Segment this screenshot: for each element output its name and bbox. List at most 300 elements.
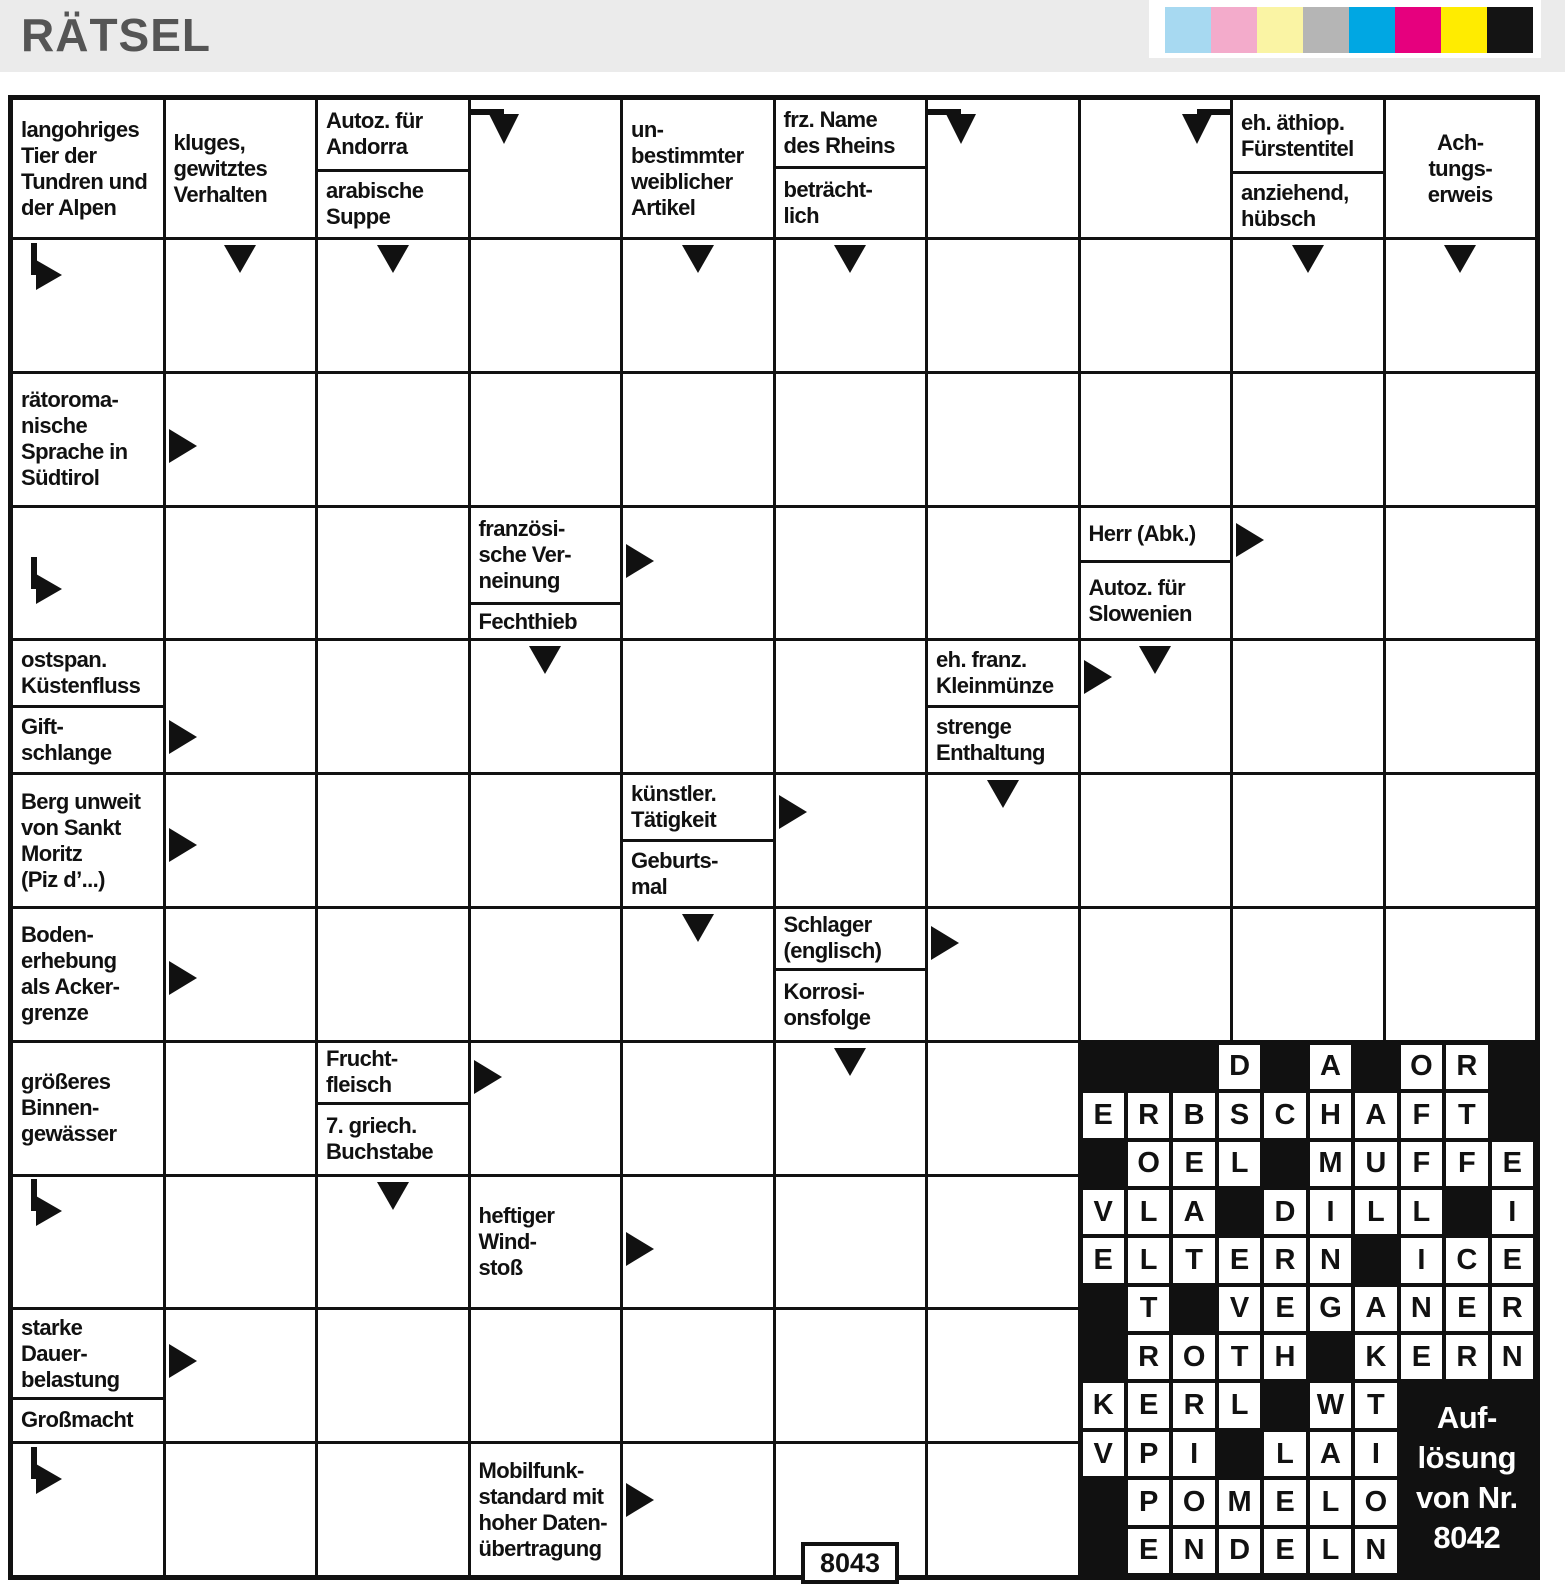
clue-line: sche Ver- xyxy=(478,541,571,567)
clue-line: erweis xyxy=(1427,181,1493,207)
clue-line: frz. Name xyxy=(783,106,878,132)
solution-letter-cell: W xyxy=(1308,1381,1353,1429)
clue-line: der Alpen xyxy=(21,194,117,220)
answer-cell-r2c7[interactable] xyxy=(928,240,1078,371)
clue-text xyxy=(623,839,773,906)
solution-letter-cell: O xyxy=(1399,1043,1444,1091)
arrow-bend-right-icon xyxy=(31,557,71,607)
clue-text xyxy=(928,705,1078,772)
clue-line: Slowenien xyxy=(1088,600,1192,626)
answer-cell-r6c7[interactable] xyxy=(928,775,1078,906)
solution-letter-cell: E xyxy=(1126,1381,1171,1429)
clue-line: Mobilfunk- xyxy=(478,1457,584,1483)
clue-line: Autoz. für xyxy=(1088,574,1186,600)
clue-line: langohriges xyxy=(21,116,140,142)
solution-letter-cell: F xyxy=(1444,1140,1489,1188)
clue-line: bestimmter xyxy=(631,142,744,168)
answer-cell-r2c6[interactable] xyxy=(776,240,926,371)
answer-cell-r5c9[interactable] xyxy=(1233,641,1383,772)
arrow-right-icon xyxy=(931,926,959,960)
solution-letter-cell: D xyxy=(1262,1188,1307,1236)
solution-letter-cell: R xyxy=(1444,1333,1489,1381)
clue-line: Ach- xyxy=(1437,129,1484,155)
solution-letter-cell: T xyxy=(1126,1285,1171,1333)
answer-cell-r3c3[interactable] xyxy=(318,374,468,505)
answer-cell-r5c3[interactable] xyxy=(318,641,468,772)
print-color-bar xyxy=(1165,7,1533,53)
answer-cell-r11c3[interactable] xyxy=(318,1444,468,1575)
solution-letter-cell: O xyxy=(1353,1478,1398,1526)
solution-letter-cell: K xyxy=(1353,1333,1398,1381)
answer-cell-r5c10[interactable] xyxy=(1386,641,1536,772)
solution-letter-cell: G xyxy=(1308,1285,1353,1333)
clue-line: un- xyxy=(631,116,664,142)
solution-letter-cell: E xyxy=(1490,1236,1535,1284)
answer-cell-r3c2[interactable] xyxy=(166,374,316,505)
arrow-right-icon xyxy=(169,720,197,754)
arrow-down-icon xyxy=(1292,245,1324,273)
answer-cell-r1c8[interactable] xyxy=(1081,100,1231,237)
solution-letter-cell: O xyxy=(1126,1140,1171,1188)
solution-letter-cell: R xyxy=(1444,1043,1489,1091)
solution-grid xyxy=(1081,1043,1536,1575)
answer-cell-r10c2[interactable] xyxy=(166,1310,316,1441)
bend-down-right-icon xyxy=(1180,109,1230,161)
arrow-right-icon xyxy=(169,828,197,862)
solution-letter-cell: E xyxy=(1081,1236,1126,1284)
arrow-down-icon xyxy=(377,1182,409,1210)
solution-letter-cell: R xyxy=(1490,1285,1535,1333)
arrow-down-icon xyxy=(1444,245,1476,273)
arrow-down-icon xyxy=(377,245,409,273)
solution-letter-cell: T xyxy=(1171,1236,1216,1284)
color-swatch-magenta xyxy=(1395,7,1441,53)
clue-line: Fechthieb xyxy=(478,608,577,634)
answer-cell-r6c2[interactable] xyxy=(166,775,316,906)
answer-cell-r6c3[interactable] xyxy=(318,775,468,906)
solution-letter-cell: A xyxy=(1171,1188,1216,1236)
answer-cell-r9c7[interactable] xyxy=(928,1177,1078,1308)
answer-cell-r3c7[interactable] xyxy=(928,374,1078,505)
clue-text xyxy=(13,705,163,772)
arrow-bend-right-icon xyxy=(31,243,71,293)
clue-line: Verhalten xyxy=(173,181,268,207)
clue-cell-r8c3 xyxy=(318,1043,468,1174)
answer-cell-r5c8[interactable] xyxy=(1081,641,1231,772)
answer-cell-r9c1[interactable] xyxy=(13,1177,163,1308)
solution-note-line: lösung xyxy=(1417,1440,1517,1476)
clue-cell-r6c1 xyxy=(13,775,163,906)
answer-cell-r7c10[interactable] xyxy=(1386,909,1536,1040)
color-swatch-black xyxy=(1487,7,1533,53)
header-bar xyxy=(0,0,1565,72)
color-swatch-gray xyxy=(1303,7,1349,53)
clue-text xyxy=(13,909,163,1040)
solution-letter-cell: N xyxy=(1308,1236,1353,1284)
color-swatch-light-cyan xyxy=(1165,7,1211,53)
solution-letter-cell: M xyxy=(1217,1478,1262,1526)
answer-cell-r3c8[interactable] xyxy=(1081,374,1231,505)
solution-letter-cell: C xyxy=(1444,1236,1489,1284)
answer-cell-r4c6[interactable] xyxy=(776,508,926,639)
clue-cell-r10c1 xyxy=(13,1310,163,1441)
solution-letter-cell: F xyxy=(1399,1140,1444,1188)
arrow-down-icon xyxy=(1139,646,1171,674)
arrow-right-icon xyxy=(626,1232,654,1266)
answer-cell-r10c5[interactable] xyxy=(623,1310,773,1441)
clue-text xyxy=(13,641,163,705)
solution-letter-cell: L xyxy=(1308,1478,1353,1526)
clue-line: Binnen- xyxy=(21,1095,99,1121)
solution-letter-cell: A xyxy=(1353,1091,1398,1139)
clue-line: Suppe xyxy=(326,204,391,230)
solution-letter-cell: O xyxy=(1171,1333,1216,1381)
clue-text xyxy=(318,169,468,238)
answer-cell-r2c10[interactable] xyxy=(1386,240,1536,371)
solution-letter-cell: A xyxy=(1308,1430,1353,1478)
solution-letter-cell: E xyxy=(1444,1285,1489,1333)
solution-letter-cell: E xyxy=(1171,1140,1216,1188)
solution-letter-cell: H xyxy=(1262,1333,1307,1381)
clue-line: hoher Daten- xyxy=(478,1509,607,1535)
clue-line: Dauer- xyxy=(21,1340,88,1366)
arrow-bend-right-icon xyxy=(31,1447,71,1497)
arrow-bend-right-icon xyxy=(31,1179,71,1229)
answer-cell-r6c6[interactable] xyxy=(776,775,926,906)
clue-text xyxy=(13,775,163,906)
clue-text xyxy=(166,100,316,237)
clue-text xyxy=(471,1177,621,1308)
clue-text xyxy=(928,641,1078,705)
answer-cell-r1c7[interactable] xyxy=(928,100,1078,237)
solution-letter-cell: T xyxy=(1217,1333,1262,1381)
solution-letter-cell: L xyxy=(1399,1188,1444,1236)
answer-cell-r4c7[interactable] xyxy=(928,508,1078,639)
clue-line: stoß xyxy=(478,1254,523,1280)
answer-cell-r2c1[interactable] xyxy=(13,240,163,371)
solution-letter-cell: F xyxy=(1399,1091,1444,1139)
clue-cell-r4c4 xyxy=(471,508,621,639)
clue-line: anziehend, xyxy=(1241,179,1349,205)
clue-cell-r7c1 xyxy=(13,909,163,1040)
solution-letter-cell: L xyxy=(1353,1188,1398,1236)
answer-cell-r7c5[interactable] xyxy=(623,909,773,1040)
clue-line: des Rheins xyxy=(783,132,895,158)
clue-cell-r4c8 xyxy=(1081,508,1231,639)
solution-letter-cell: S xyxy=(1217,1091,1262,1139)
answer-cell-r9c3[interactable] xyxy=(318,1177,468,1308)
answer-cell-r11c1[interactable] xyxy=(13,1444,163,1575)
arrow-right-icon xyxy=(626,1483,654,1517)
clue-text xyxy=(1233,171,1383,237)
clue-line: schlange xyxy=(21,740,112,766)
clue-line: grenze xyxy=(21,1000,89,1026)
solution-letter-cell: E xyxy=(1081,1091,1126,1139)
clue-text xyxy=(13,1397,163,1441)
arrow-head xyxy=(36,1464,62,1494)
clue-line: rätoroma- xyxy=(21,387,119,413)
clue-line: Enthaltung xyxy=(936,740,1045,766)
solution-letter-cell: V xyxy=(1081,1188,1126,1236)
solution-letter-cell: T xyxy=(1353,1381,1398,1429)
solution-letter-cell: I xyxy=(1308,1188,1353,1236)
answer-cell-r4c5[interactable] xyxy=(623,508,773,639)
answer-cell-r2c8[interactable] xyxy=(1081,240,1231,371)
answer-cell-r9c2[interactable] xyxy=(166,1177,316,1308)
arrow-right-icon xyxy=(1236,523,1264,557)
clue-line: Geburts- xyxy=(631,848,718,874)
answer-cell-r7c4[interactable] xyxy=(471,909,621,1040)
page-title: RÄTSEL xyxy=(21,9,211,61)
answer-cell-r4c10[interactable] xyxy=(1386,508,1536,639)
solution-note-line: Auf- xyxy=(1436,1400,1497,1436)
solution-letter-cell: I xyxy=(1490,1188,1535,1236)
clue-line: kluges, xyxy=(173,129,246,155)
answer-cell-r6c10[interactable] xyxy=(1386,775,1536,906)
clue-text xyxy=(776,100,926,166)
clue-line: Schlager xyxy=(783,912,872,938)
clue-line: nische xyxy=(21,413,88,439)
answer-cell-r7c8[interactable] xyxy=(1081,909,1231,1040)
arrow-down-icon xyxy=(529,646,561,674)
arrow-head xyxy=(36,574,62,604)
clue-text xyxy=(13,1310,163,1396)
solution-letter-cell: K xyxy=(1081,1381,1126,1429)
answer-cell-r6c4[interactable] xyxy=(471,775,621,906)
clue-text xyxy=(318,1102,468,1174)
answer-cell-r11c5[interactable] xyxy=(623,1444,773,1575)
clue-line: arabische xyxy=(326,178,424,204)
answer-cell-r3c5[interactable] xyxy=(623,374,773,505)
solution-letter-cell: V xyxy=(1217,1285,1262,1333)
clue-line: gewässer xyxy=(21,1121,117,1147)
arrow-down-icon xyxy=(682,245,714,273)
answer-cell-r7c2[interactable] xyxy=(166,909,316,1040)
answer-cell-r8c7[interactable] xyxy=(928,1043,1078,1174)
clue-line: Herr (Abk.) xyxy=(1088,520,1196,546)
answer-cell-r10c7[interactable] xyxy=(928,1310,1078,1441)
clue-cell-r1c6 xyxy=(776,100,926,237)
solution-letter-cell: H xyxy=(1308,1091,1353,1139)
solution-letter-cell: L xyxy=(1217,1381,1262,1429)
arrow-right-icon xyxy=(169,961,197,995)
clue-text xyxy=(776,968,926,1040)
solution-letter-cell: E xyxy=(1262,1478,1307,1526)
arrow-right-icon xyxy=(1084,660,1112,694)
clue-line: größeres xyxy=(21,1069,111,1095)
solution-letter-cell: E xyxy=(1126,1527,1171,1575)
clue-cell-r7c6 xyxy=(776,909,926,1040)
solution-letter-cell: E xyxy=(1217,1236,1262,1284)
clue-cell-r6c5 xyxy=(623,775,773,906)
clue-cell-r11c4 xyxy=(471,1444,621,1575)
solution-letter-cell: I xyxy=(1399,1236,1444,1284)
answer-cell-r8c4[interactable] xyxy=(471,1043,621,1174)
color-swatch-cyan xyxy=(1349,7,1395,53)
puzzle-number: 8043 xyxy=(801,1542,899,1584)
arrow-right-icon xyxy=(626,544,654,578)
solution-letter-cell: M xyxy=(1308,1140,1353,1188)
answer-cell-r7c7[interactable] xyxy=(928,909,1078,1040)
clue-text xyxy=(776,166,926,237)
answer-cell-r4c1[interactable] xyxy=(13,508,163,639)
answer-cell-r5c2[interactable] xyxy=(166,641,316,772)
solution-letter-cell: V xyxy=(1081,1430,1126,1478)
clue-line: Großmacht xyxy=(21,1407,133,1433)
clue-line: als Acker- xyxy=(21,974,120,1000)
arrow-down-icon xyxy=(834,1048,866,1076)
arrow-head xyxy=(36,260,62,290)
clue-cell-r5c7 xyxy=(928,641,1078,772)
clue-line: Boden- xyxy=(21,922,94,948)
clue-line: von Sankt xyxy=(21,814,121,840)
clue-line: standard mit xyxy=(478,1483,604,1509)
answer-cell-r5c4[interactable] xyxy=(471,641,621,772)
clue-text xyxy=(623,100,773,237)
clue-line: heftiger xyxy=(478,1202,555,1228)
clue-line: Frucht- xyxy=(326,1046,398,1072)
clue-cell-r1c1 xyxy=(13,100,163,237)
answer-cell-r5c5[interactable] xyxy=(623,641,773,772)
clue-cell-r1c2 xyxy=(166,100,316,237)
arrow-head xyxy=(946,114,976,144)
clue-line: Autoz. für xyxy=(326,108,423,134)
clue-line: Fürstentitel xyxy=(1241,135,1354,161)
solution-letter-cell: N xyxy=(1399,1285,1444,1333)
arrow-down-icon xyxy=(834,245,866,273)
color-swatch-light-yellow xyxy=(1257,7,1303,53)
solution-letter-cell: D xyxy=(1217,1043,1262,1091)
clue-cell-r1c10 xyxy=(1386,100,1536,237)
answer-cell-r2c5[interactable] xyxy=(623,240,773,371)
answer-cell-r10c3[interactable] xyxy=(318,1310,468,1441)
clue-line: ostspan. xyxy=(21,647,107,673)
solution-letter-cell: R xyxy=(1262,1236,1307,1284)
answer-cell-r10c6[interactable] xyxy=(776,1310,926,1441)
solution-letter-cell: R xyxy=(1126,1091,1171,1139)
solution-letter-cell: N xyxy=(1353,1527,1398,1575)
clue-line: starke xyxy=(21,1314,83,1340)
clue-line: Tier der xyxy=(21,142,97,168)
clue-line: französi- xyxy=(478,515,565,541)
color-swatch-light-magenta xyxy=(1211,7,1257,53)
solution-letter-cell: A xyxy=(1353,1285,1398,1333)
clue-cell-r8c1 xyxy=(13,1043,163,1174)
clue-line: neinung xyxy=(478,567,560,593)
answer-cell-r8c5[interactable] xyxy=(623,1043,773,1174)
clue-line: Gift- xyxy=(21,714,64,740)
arrow-right-icon xyxy=(169,429,197,463)
clue-text xyxy=(471,508,621,602)
clue-line: (englisch) xyxy=(783,938,882,964)
arrow-down-icon xyxy=(987,780,1019,808)
solution-letter-cell: A xyxy=(1308,1043,1353,1091)
answer-cell-r2c9[interactable] xyxy=(1233,240,1383,371)
clue-text xyxy=(1081,508,1231,560)
bend-down-left-icon xyxy=(928,109,978,161)
solution-letter-cell: R xyxy=(1171,1381,1216,1429)
solution-letter-cell: U xyxy=(1353,1140,1398,1188)
clue-text xyxy=(471,602,621,639)
clue-line: Korrosi- xyxy=(783,979,865,1005)
answer-cell-r2c2[interactable] xyxy=(166,240,316,371)
answer-cell-r2c3[interactable] xyxy=(318,240,468,371)
answer-cell-r7c3[interactable] xyxy=(318,909,468,1040)
solution-letter-cell: D xyxy=(1217,1527,1262,1575)
solution-letter-cell: I xyxy=(1171,1430,1216,1478)
clue-line: übertragung xyxy=(478,1535,602,1561)
answer-cell-r4c9[interactable] xyxy=(1233,508,1383,639)
clue-line: Buchstabe xyxy=(326,1139,434,1165)
answer-cell-r9c5[interactable] xyxy=(623,1177,773,1308)
clue-line: Sprache in xyxy=(21,439,128,465)
clue-line: 7. griech. xyxy=(326,1113,417,1139)
solution-letter-cell: L xyxy=(1126,1188,1171,1236)
arrow-right-icon xyxy=(169,1344,197,1378)
answer-cell-r3c9[interactable] xyxy=(1233,374,1383,505)
answer-cell-r5c6[interactable] xyxy=(776,641,926,772)
answer-cell-r6c8[interactable] xyxy=(1081,775,1231,906)
solution-letter-cell: P xyxy=(1126,1430,1171,1478)
solution-letter-cell: E xyxy=(1399,1333,1444,1381)
answer-cell-r3c6[interactable] xyxy=(776,374,926,505)
clue-line: eh. äthiop. xyxy=(1241,109,1345,135)
answer-cell-r11c2[interactable] xyxy=(166,1444,316,1575)
answer-cell-r10c4[interactable] xyxy=(471,1310,621,1441)
clue-line: Tätigkeit xyxy=(631,807,717,833)
clue-text xyxy=(1386,100,1536,237)
clue-line: mal xyxy=(631,874,668,900)
answer-cell-r6c9[interactable] xyxy=(1233,775,1383,906)
clue-line: belastung xyxy=(21,1366,120,1392)
solution-note xyxy=(1399,1381,1535,1575)
clue-cell-r1c5 xyxy=(623,100,773,237)
answer-cell-r8c6[interactable] xyxy=(776,1043,926,1174)
arrow-down-icon xyxy=(682,914,714,942)
answer-cell-r4c3[interactable] xyxy=(318,508,468,639)
solution-letter-cell: I xyxy=(1353,1430,1398,1478)
solution-letter-cell: L xyxy=(1217,1140,1262,1188)
arrow-down-icon xyxy=(224,245,256,273)
solution-letter-cell: C xyxy=(1262,1091,1307,1139)
solution-note-line: von Nr. xyxy=(1416,1480,1518,1516)
solution-letter-cell: P xyxy=(1126,1478,1171,1526)
clue-cell-r1c9 xyxy=(1233,100,1383,237)
answer-cell-r8c2[interactable] xyxy=(166,1043,316,1174)
answer-cell-r4c2[interactable] xyxy=(166,508,316,639)
clue-line: künstler. xyxy=(631,781,717,807)
solution-letter-cell: B xyxy=(1171,1091,1216,1139)
clue-line: Küstenfluss xyxy=(21,673,141,699)
answer-cell-r3c10[interactable] xyxy=(1386,374,1536,505)
answer-cell-r1c4[interactable] xyxy=(471,100,621,237)
clue-line: weiblicher xyxy=(631,168,733,194)
answer-cell-r7c9[interactable] xyxy=(1233,909,1383,1040)
answer-cell-r3c4[interactable] xyxy=(471,374,621,505)
clue-line: beträcht- xyxy=(783,176,873,202)
clue-line: hübsch xyxy=(1241,205,1316,231)
clue-cell-r9c4 xyxy=(471,1177,621,1308)
answer-cell-r9c6[interactable] xyxy=(776,1177,926,1308)
clue-line: Wind- xyxy=(478,1228,537,1254)
answer-cell-r2c4[interactable] xyxy=(471,240,621,371)
clue-line: lich xyxy=(783,202,819,228)
answer-cell-r11c7[interactable] xyxy=(928,1444,1078,1575)
clue-text xyxy=(13,100,163,237)
clue-line: Artikel xyxy=(631,194,696,220)
solution-letter-cell: L xyxy=(1262,1430,1307,1478)
clue-cell-r3c1 xyxy=(13,374,163,505)
